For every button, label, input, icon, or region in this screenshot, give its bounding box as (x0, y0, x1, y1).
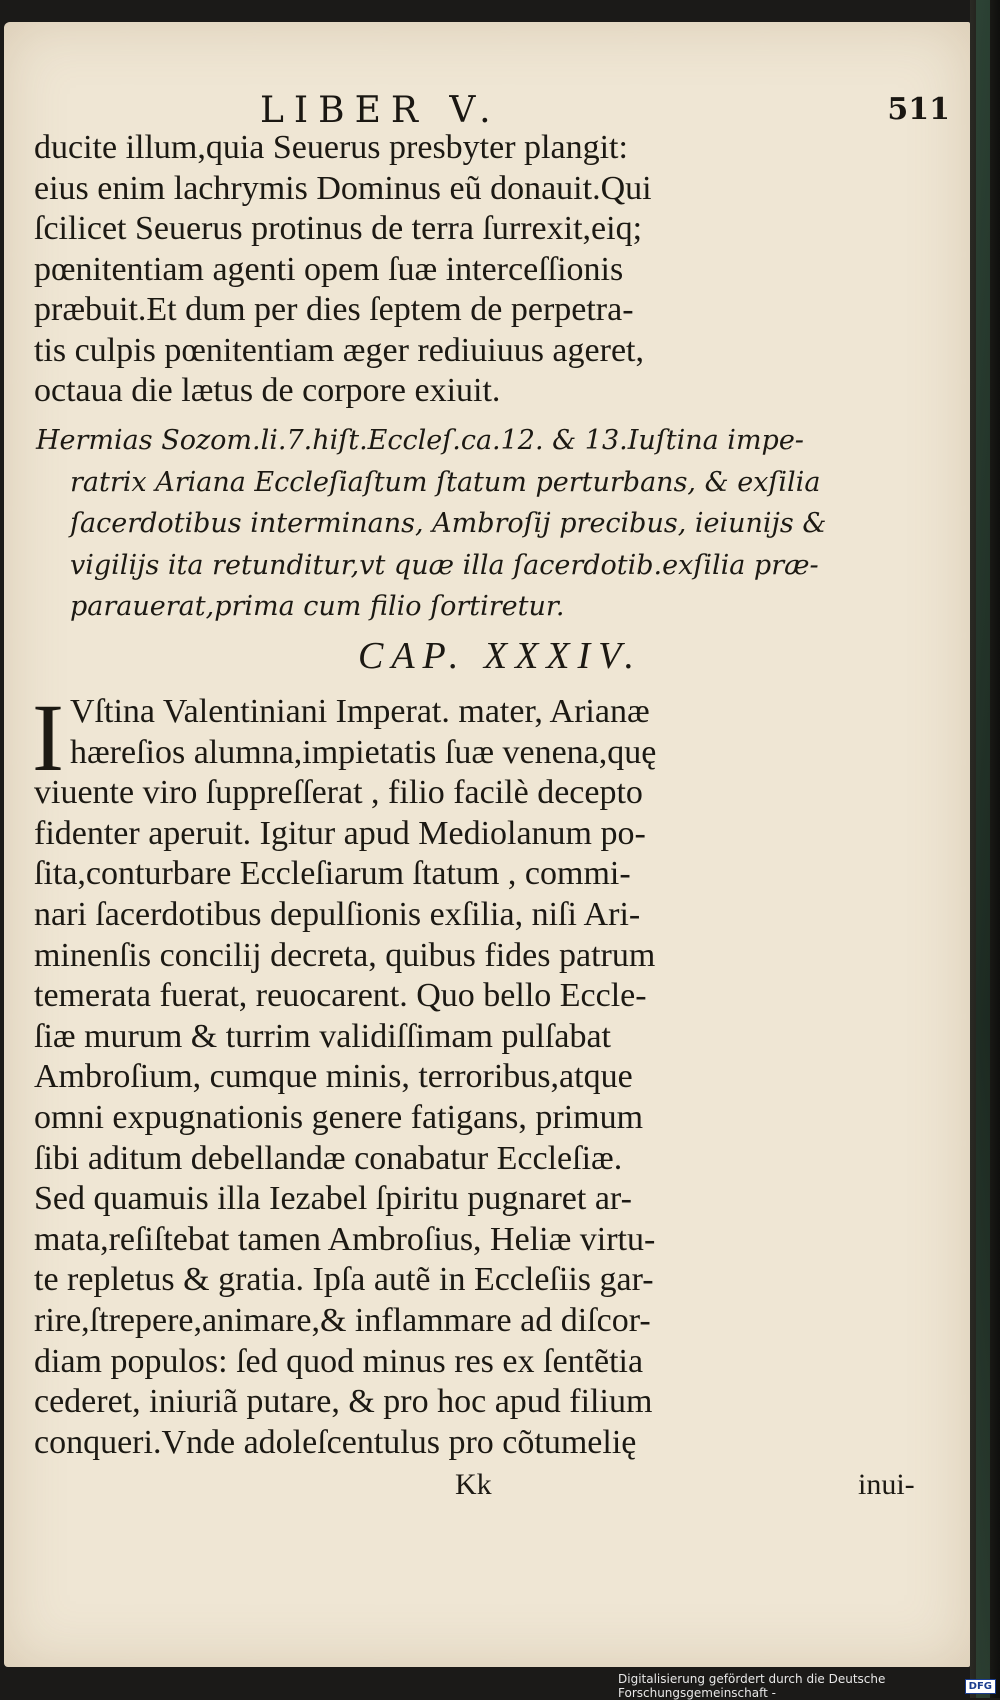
text-line: præbuit.Et dum per dies ſeptem de perpetra- (34, 291, 634, 328)
text-line: mata,reſiſtebat tamen Ambroſius, Heliæ virtu- (34, 1220, 656, 1258)
text-line: vigilijs ita retunditur,vt quæ illa ſacerdotib.exſilia præ- (70, 549, 819, 581)
text-line: ſita,conturbare Eccleſiarum ſtatum , commi- (34, 855, 631, 893)
text-line: nari ſacerdotibus depulſionis exſilia, niſi Ari- (34, 896, 641, 933)
text-line: Vſtina Valentiniani Imperat. mater, Arianæ (70, 693, 650, 730)
text-line: conqueri.Vnde adoleſcentulus pro cõtumelię (34, 1423, 637, 1461)
text-line: hæreſios alumna,impietatis ſuæ venena,quę (70, 733, 657, 771)
text-line: Ambroſium, cumque minis, terroribus,atque (34, 1058, 633, 1096)
text-line: Hermias Sozom.li.7.hiſt.Eccleſ.ca.12. & 13.Iuſtina impe- (36, 425, 804, 456)
text-line: ſacerdotibus interminans, Ambroſij precibus, ieiunijs & (70, 508, 827, 539)
text-line: diam populos: ſed quod minus res ex ſentẽtia (34, 1342, 644, 1380)
text-line: ſiæ murum & turrim validiſſimam pulſabat (34, 1017, 611, 1055)
dfg-logo: DFG (965, 1679, 996, 1694)
text-line: omni expugnationis genere fatigans, primum (34, 1099, 644, 1136)
page-header (30, 90, 950, 130)
page-number: 511 (887, 92, 950, 127)
cover-edge (976, 0, 990, 1698)
text-line: ſibi aditum debellandæ conabatur Eccleſiæ. (34, 1139, 623, 1177)
text-line: parauerat,prima cum filio ſortiretur. (70, 591, 565, 622)
text-line: ratrix Ariana Eccleſiaſtum ſtatum perturbans, & exſilia (70, 466, 821, 498)
text-line: ſcilicet Seuerus protinus de terra ſurrexit,eiq; (34, 210, 643, 247)
text-line: te repletus & gratia. Ipſa autẽ in Eccleſiis gar- (34, 1261, 654, 1299)
chapter-heading: CAP. XXXIV. (358, 635, 642, 677)
footer-credit (618, 1672, 996, 1700)
text-line: minenſis concilij decreta, quibus fides patrum (34, 936, 656, 974)
text-line: cederet, iniuriã putare, & pro hoc apud filium (34, 1383, 653, 1421)
text-line: viuente viro ſuppreſſerat , filio facilè decepto (34, 774, 643, 812)
footer-text: Digitalisierung gefördert durch die Deutsche Forschungsgemeinschaft - (618, 1672, 886, 1700)
text-line: Sed quamuis illa Iezabel ſpiritu pugnaret ar- (34, 1180, 632, 1218)
text-line: fidenter aperuit. Igitur apud Mediolanum po- (34, 814, 646, 852)
running-head: LIBER V. (260, 90, 501, 131)
catchword: inui- (858, 1468, 915, 1501)
text-line: eius enim lachrymis Dominus eũ donauit.Qui (34, 169, 652, 207)
signature-mark: Kk (455, 1468, 492, 1501)
text-line: temerata fuerat, reuocarent. Quo bello Eccle- (34, 977, 647, 1015)
text-line: rire,ſtrepere,animare,& inflammare ad diſcor- (34, 1302, 651, 1339)
text-line: ducite illum,quia Seuerus presbyter plangit: (34, 129, 628, 166)
text-line: tis culpis pœnitentiam æger rediuiuus ageret, (34, 331, 644, 369)
text-line: octaua die lætus de corpore exiuit. (34, 372, 501, 409)
text-line: pœnitentiam agenti opem ſuæ interceſſionis (34, 250, 624, 288)
drop-cap: I (32, 684, 64, 791)
